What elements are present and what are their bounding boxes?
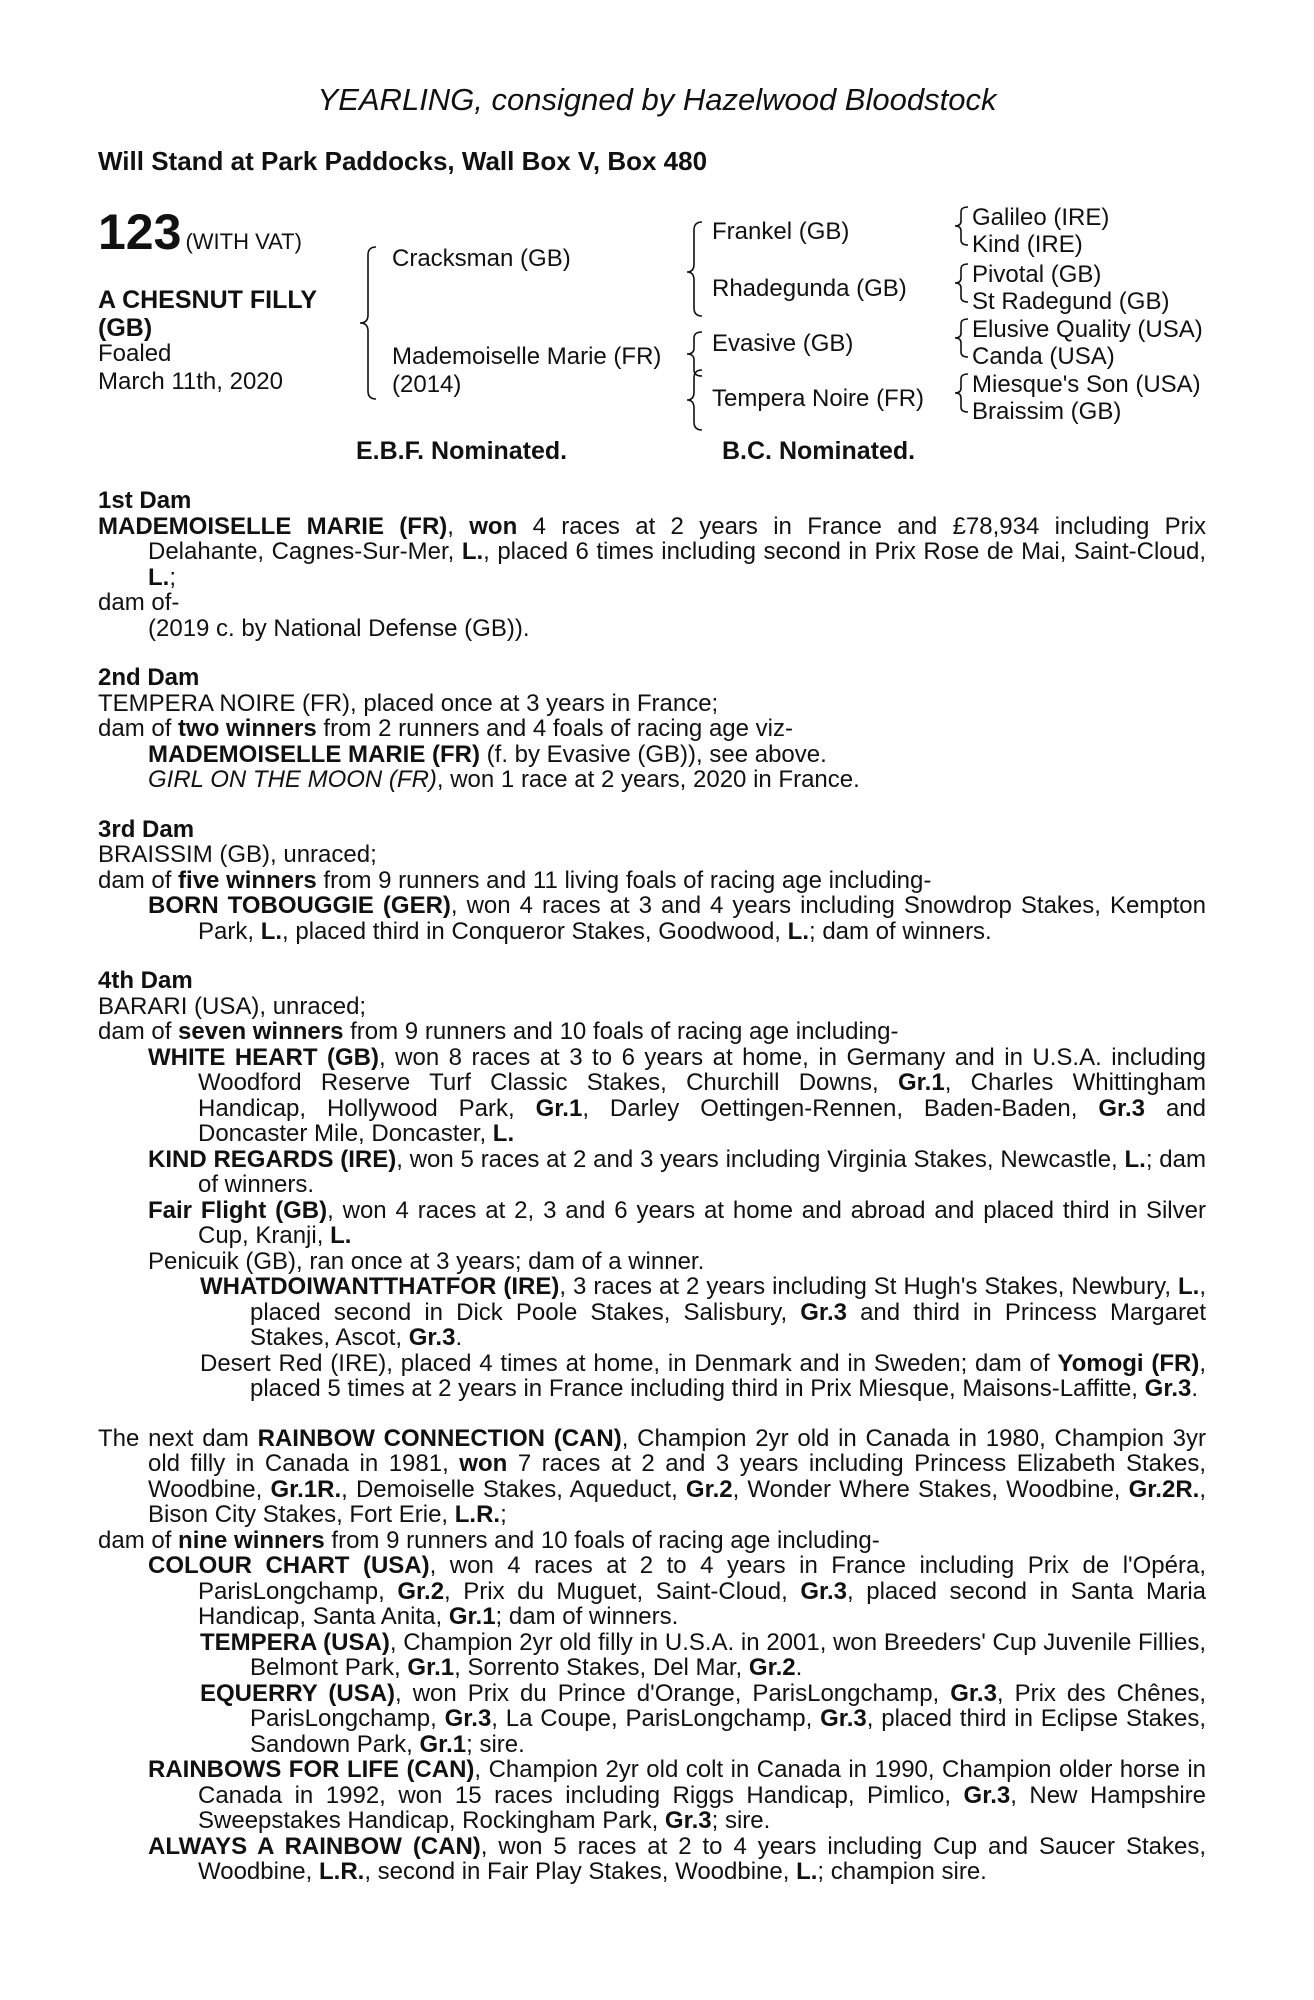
dam4-damof: dam of seven winners from 9 runners and 10 foals of racing age including- xyxy=(98,1018,899,1045)
dam3-heading: 3rd Dam xyxy=(98,815,195,843)
dam4-entry-kind-regards: KIND REGARDS (IRE), won 5 races at 2 and 3 years including Virginia Stakes, Newcastle, L.; dam of winners. xyxy=(148,1145,1206,1198)
pedigree-dss: Elusive Quality (USA) xyxy=(972,316,1203,343)
dam1-foal: (2019 c. by National Defense (GB)). xyxy=(148,614,530,642)
pedigree-sire-dam: Rhadegunda (GB) xyxy=(712,275,907,302)
dam4-entry-desert-red: Desert Red (IRE), placed 4 times at home, in Denmark and in Sweden; dam of Yomogi (FR), placed 5 times at 2 years in France including third in Prix Miesque, Maisons-Laffitte, Gr.3. xyxy=(200,1349,1207,1402)
bc-nominated: B.C. Nominated. xyxy=(722,437,916,465)
pedigree-dds: Miesque's Son (USA) xyxy=(972,371,1201,398)
catalogue-body xyxy=(98,488,1206,1885)
next-damof: dam of nine winners from 9 runners and 10 foals of racing age including- xyxy=(98,1526,880,1554)
pedigree-ssd: Kind (IRE) xyxy=(972,231,1083,258)
foaled-date: March 11th, 2020 xyxy=(98,368,284,395)
next-entry-equerry: EQUERRY (USA), won Prix du Prince d'Orange, ParisLongchamp, Gr.3, Prix des Chênes, ParisLongchamp, Gr.3, La Coupe, ParisLongchamp, Gr.3, placed third in Eclipse Stakes, Sandown Park, Gr.1; sire. xyxy=(200,1679,1207,1758)
next-entry-always-a-rainbow: ALWAYS A RAINBOW (CAN), won 5 races at 2 to 4 years including Cup and Saucer Stakes, Woodbine, L.R., second in Fair Play Stakes, Woodbine, L.; champion sire. xyxy=(148,1832,1206,1885)
dam2-entry-2: GIRL ON THE MOON (FR), won 1 race at 2 years, 2020 in France. xyxy=(148,766,860,793)
lot-number: 123 xyxy=(98,204,182,260)
pedigree-dsd: Canda (USA) xyxy=(972,343,1115,370)
sex-line: A CHESNUT FILLY xyxy=(98,286,317,314)
dam1-record: MADEMOISELLE MARIE (FR), won 4 races at 2 years in France and £78,934 including Prix Delahante, Cagnes-Sur-Mer, L., placed 6 times including second in Prix Rose de Mai, Saint-Cloud, L.; xyxy=(98,512,1207,591)
ebf-nominated: E.B.F. Nominated. xyxy=(356,437,568,465)
dam4-entry-whatdoiwantthatfor: WHATDOIWANTTHATFOR (IRE), 3 races at 2 years including St Hugh's Stakes, Newbury, L., placed second in Dick Poole Stakes, Salisbury, Gr.3 and third in Princess Margaret Stakes, Ascot, Gr.3. xyxy=(200,1273,1207,1351)
next-entry-colour-chart: COLOUR CHART (USA), won 4 races at 2 to 4 years in France including Prix de l'Opéra, ParisLongchamp, Gr.2, Prix du Muguet, Saint-Cloud, Gr.3, placed second in Santa Maria Handicap, Santa Anita, Gr.1; dam of winners. xyxy=(148,1552,1207,1630)
pedigree-dam: Mademoiselle Marie (FR) xyxy=(392,343,662,370)
next-dam-record: The next dam RAINBOW CONNECTION (CAN), Champion 2yr old in Canada in 1980, Champion 3yr old filly in Canada in 1981, won 7 races at 2 and 3 years including Princess Elizabeth Stakes, Woodbine, Gr.1R., Demoiselle Stakes, Aqueduct, Gr.2, Wonder Where Stakes, Woodbine, Gr.2R., Bison City Stakes, Fort Erie, L.R.; xyxy=(98,1424,1207,1528)
next-entry-rainbows-for-life: RAINBOWS FOR LIFE (CAN), Champion 2yr old colt in Canada in 1990, Champion older horse in Canada in 1992, won 15 races including Riggs Handicap, Pimlico, Gr.3, New Hampshire Sweepstakes Handicap, Rockingham Park, Gr.3; sire. xyxy=(148,1756,1206,1834)
next-entry-tempera: TEMPERA (USA), Champion 2yr old filly in U.S.A. in 2001, won Breeders' Cup Juvenile Fillies, Belmont Park, Gr.1, Sorrento Stakes, Del Mar, Gr.2. xyxy=(200,1628,1207,1681)
dam2-line: TEMPERA NOIRE (FR), placed once at 3 years in France; xyxy=(98,689,719,717)
pedigree-ddd: Braissim (GB) xyxy=(972,398,1122,425)
pedigree-sdd: St Radegund (GB) xyxy=(972,288,1170,315)
dam4-entry-penicuik: Penicuik (GB), ran once at 3 years; dam of a winner. xyxy=(148,1247,705,1275)
pedigree-dam-year: (2014) xyxy=(392,371,462,398)
dam2-entry-1: MADEMOISELLE MARIE (FR) (f. by Evasive (GB)), see above. xyxy=(148,740,827,768)
pedigree-sire-sire: Frankel (GB) xyxy=(712,218,850,245)
dam4-entry-fair-flight: Fair Flight (GB), won 4 races at 2, 3 and 6 years at home and abroad and placed third in Silver Cup, Kranji, L. xyxy=(148,1196,1206,1249)
page-title: YEARLING, consigned by Hazelwood Bloodstock xyxy=(317,82,997,117)
stand-location: Will Stand at Park Paddocks, Wall Box V, Box 480 xyxy=(98,146,708,176)
dam4-line: BARARI (USA), unraced; xyxy=(98,992,367,1020)
pedigree-sds: Pivotal (GB) xyxy=(972,261,1102,288)
vat-label: (WITH VAT) xyxy=(185,229,302,254)
dam4-entry-white-heart: WHITE HEART (GB), won 8 races at 3 to 6 years at home, in Germany and in U.S.A. including Woodford Reserve Turf Classic Stakes, Churchill Downs, Gr.1, Charles Whittingham Handicap, Hollywood Park, Gr.1, Darley Oettingen-Rennen, Baden-Baden, Gr.3 and Doncaster Mile, Doncaster, L. xyxy=(148,1043,1207,1147)
pedigree-dam-sire: Evasive (GB) xyxy=(712,330,854,357)
sex-country: (GB) xyxy=(98,314,153,342)
dam3-line: BRAISSIM (GB), unraced; xyxy=(98,841,377,868)
dam3-damof: dam of five winners from 9 runners and 11 living foals of racing age including- xyxy=(98,866,932,894)
dam1-damof: dam of- xyxy=(98,589,180,616)
dam2-damof: dam of two winners from 2 runners and 4 foals of racing age viz- xyxy=(98,715,793,742)
dam1-heading: 1st Dam xyxy=(98,487,192,514)
foaled-label: Foaled xyxy=(98,340,172,367)
dam3-entry-1: BORN TOBOUGGIE (GER), won 4 races at 3 and 4 years including Snowdrop Stakes, Kempton Park, L., placed third in Conqueror Stakes, Goodwood, L.; dam of winners. xyxy=(148,892,1207,945)
dam4-heading: 4th Dam xyxy=(98,967,193,994)
dam2-heading: 2nd Dam xyxy=(98,664,200,691)
pedigree-sss: Galileo (IRE) xyxy=(972,204,1110,231)
pedigree-dam-dam: Tempera Noire (FR) xyxy=(712,385,925,412)
pedigree-sire: Cracksman (GB) xyxy=(392,245,571,272)
